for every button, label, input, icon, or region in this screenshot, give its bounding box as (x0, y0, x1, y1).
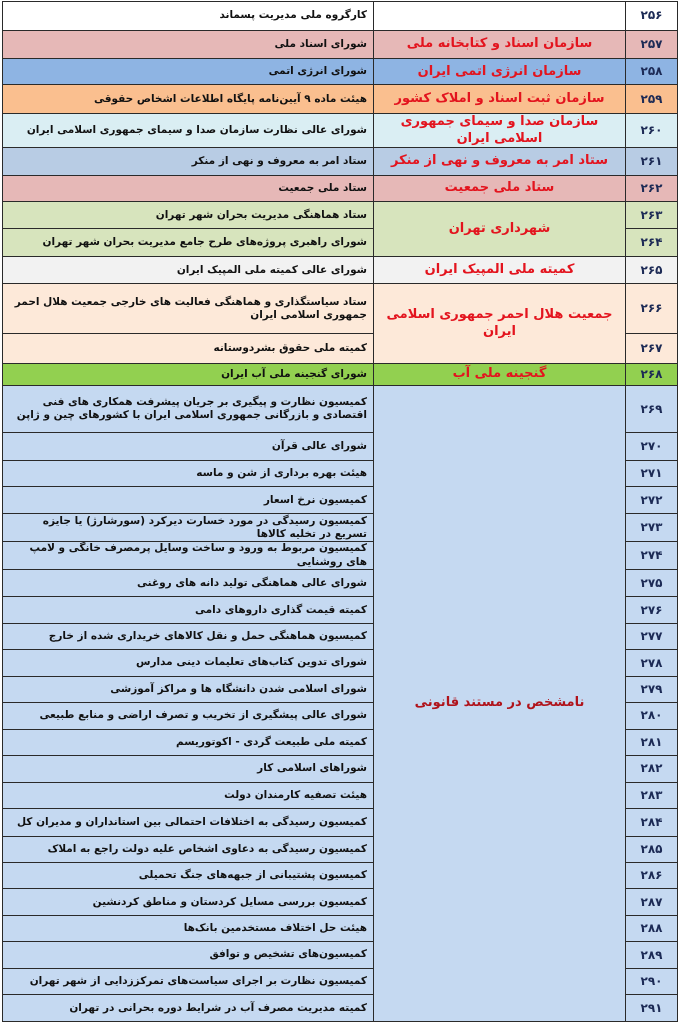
council-name: شورای عالی کمیته ملی المپیک ایران (3, 256, 374, 283)
council-name: کمیسیون‌های تشخیص و توافق (3, 942, 374, 968)
council-name: ستاد هماهنگی مدیریت بحران شهر تهران (3, 201, 374, 228)
organization-cell: سازمان اسناد و کتابخانه ملی (374, 30, 626, 59)
row-number: ۲۸۸ (626, 915, 678, 941)
council-name: کمیسیون نظارت و پیگیری بر جریان پیشرفت همکاری های فنی اقتصادی و بازرگانی جمهوری اسلامی ایران با کشورهای چین و ژاپن (3, 386, 374, 433)
council-name: کمیته قیمت گذاری داروهای دامی (3, 597, 374, 623)
table-row (3, 201, 678, 228)
organization-cell: ستاد ملی جمعیت (374, 175, 626, 201)
table-row (3, 30, 678, 59)
row-number: ۲۶۳ (626, 201, 678, 228)
organization-cell: سازمان ثبت اسناد و املاک کشور (374, 85, 626, 114)
council-name: کمیسیون نظارت بر اجرای سیاست‌های تمرکززدایی از شهر تهران (3, 968, 374, 994)
councils-table (2, 1, 678, 1022)
council-name: شورای راهبری پروژه‌های طرح جامع مدیریت بحران شهر تهران (3, 229, 374, 256)
table-row (3, 59, 678, 85)
row-number: ۲۵۹ (626, 85, 678, 114)
table-row (3, 363, 678, 385)
organization-cell: گنجینه ملی آب (374, 363, 626, 385)
council-name: شورای عالی نظارت سازمان صدا و سیمای جمهوری اسلامی ایران (3, 113, 374, 147)
row-number: ۲۹۰ (626, 968, 678, 994)
row-number: ۲۷۶ (626, 597, 678, 623)
row-number: ۲۷۷ (626, 623, 678, 649)
table-row (3, 2, 678, 31)
council-name: کمیسیون پشتیبانی از جبهه‌های جنگ تحمیلی (3, 862, 374, 888)
row-number: ۲۸۴ (626, 809, 678, 836)
table-row (3, 148, 678, 175)
council-name: شورای اسناد ملی (3, 30, 374, 59)
row-number: ۲۷۵ (626, 569, 678, 596)
organization-cell: ستاد امر به معروف و نهی از منکر (374, 148, 626, 175)
row-number: ۲۷۰ (626, 433, 678, 460)
council-name: کمیسیون بررسی مسایل کردستان و مناطق کردنشین (3, 889, 374, 915)
council-name: شوراهای اسلامی کار (3, 756, 374, 782)
row-number: ۲۸۲ (626, 756, 678, 782)
organization-cell: سازمان انرژی اتمی ایران (374, 59, 626, 85)
row-number: ۲۶۵ (626, 256, 678, 283)
row-number: ۲۵۷ (626, 30, 678, 59)
row-number: ۲۸۱ (626, 729, 678, 755)
row-number: ۲۷۸ (626, 650, 678, 676)
table-row (3, 175, 678, 201)
organization-cell: جمعیت هلال احمر جمهوری اسلامی ایران (374, 284, 626, 363)
row-number: ۲۶۱ (626, 148, 678, 175)
table-row (3, 386, 678, 433)
row-number: ۲۶۴ (626, 229, 678, 256)
row-number: ۲۸۰ (626, 703, 678, 729)
council-name: کمیسیون هماهنگی حمل و نقل کالاهای خریداری شده از خارج (3, 623, 374, 649)
council-name: شورای تدوین کتاب‌های تعلیمات دینی مدارس (3, 650, 374, 676)
council-name: ستاد امر به معروف و نهی از منکر (3, 148, 374, 175)
table-row (3, 256, 678, 283)
row-number: ۲۷۹ (626, 676, 678, 702)
council-name: کمیسیون رسیدگی در مورد خسارت دیرکرد (سورشارژ) یا جایزه تسریع در تخلیه کالاها (3, 514, 374, 542)
council-name: هیئت بهره برداری از شن و ماسه (3, 460, 374, 486)
councils-table-body (3, 2, 678, 1022)
council-name: شورای اسلامی شدن دانشگاه ها و مراکز آموزشی (3, 676, 374, 702)
council-name: ستاد ملی جمعیت (3, 175, 374, 201)
council-name: شورای عالی قرآن (3, 433, 374, 460)
row-number: ۲۶۷ (626, 334, 678, 364)
row-number: ۲۷۳ (626, 514, 678, 542)
row-number: ۲۵۶ (626, 2, 678, 31)
council-name: شورای گنجینه ملی آب ایران (3, 363, 374, 385)
council-name: شورای انرژی اتمی (3, 59, 374, 85)
row-number: ۲۷۱ (626, 460, 678, 486)
council-name: کمیته ملی حقوق بشردوستانه (3, 334, 374, 364)
row-number: ۲۵۸ (626, 59, 678, 85)
council-name: کمیسیون رسیدگی به اختلافات احتمالی بین استانداران و مدیران کل (3, 809, 374, 836)
council-name: هیئت تصفیه کارمندان دولت (3, 782, 374, 808)
organization-cell: شهرداری تهران (374, 201, 626, 256)
organization-cell: کمیته ملی المپیک ایران (374, 256, 626, 283)
row-number: ۲۸۵ (626, 836, 678, 862)
row-number: ۲۸۶ (626, 862, 678, 888)
table-row (3, 113, 678, 147)
council-name: کمیسیون رسیدگی به دعاوی اشخاص علیه دولت راجع به املاک (3, 836, 374, 862)
row-number: ۲۶۰ (626, 113, 678, 147)
row-number: ۲۸۹ (626, 942, 678, 968)
council-name: هیئت حل اختلاف مستخدمین بانک‌ها (3, 915, 374, 941)
council-name: شورای عالی پیشگیری از تخریب و تصرف اراضی و منابع طبیعی (3, 703, 374, 729)
row-number: ۲۶۸ (626, 363, 678, 385)
row-number: ۲۸۷ (626, 889, 678, 915)
council-name: کمیته ملی طبیعت گردی - اکوتوریسم (3, 729, 374, 755)
council-name: شورای عالی هماهنگی تولید دانه های روغنی (3, 569, 374, 596)
organization-cell: نامشخص در مستند قانونی (374, 386, 626, 1022)
table-row (3, 284, 678, 334)
row-number: ۲۸۳ (626, 782, 678, 808)
row-number: ۲۷۲ (626, 486, 678, 513)
row-number: ۲۶۲ (626, 175, 678, 201)
council-name: کمیته مدیریت مصرف آب در شرایط دوره بحرانی در تهران (3, 995, 374, 1022)
row-number: ۲۷۴ (626, 542, 678, 570)
council-name: ستاد سیاستگذاری و هماهنگی فعالیت های خارجی جمعیت هلال احمر جمهوری اسلامی ایران (3, 284, 374, 334)
council-name: کمیسیون نرخ اسعار (3, 486, 374, 513)
organization-cell: سازمان صدا و سیمای جمهوری اسلامی ایران (374, 113, 626, 147)
organization-cell (374, 2, 626, 31)
row-number: ۲۹۱ (626, 995, 678, 1022)
council-name: کارگروه ملی مدیریت پسماند (3, 2, 374, 31)
council-name: هیئت ماده ۹ آیین‌نامه پایگاه اطلاعات اشخاص حقوقی (3, 85, 374, 114)
row-number: ۲۶۶ (626, 284, 678, 334)
council-name: کمیسیون مربوط به ورود و ساخت وسایل پرمصرف خانگی و لامپ های روشنایی (3, 542, 374, 570)
table-row (3, 85, 678, 114)
row-number: ۲۶۹ (626, 386, 678, 433)
